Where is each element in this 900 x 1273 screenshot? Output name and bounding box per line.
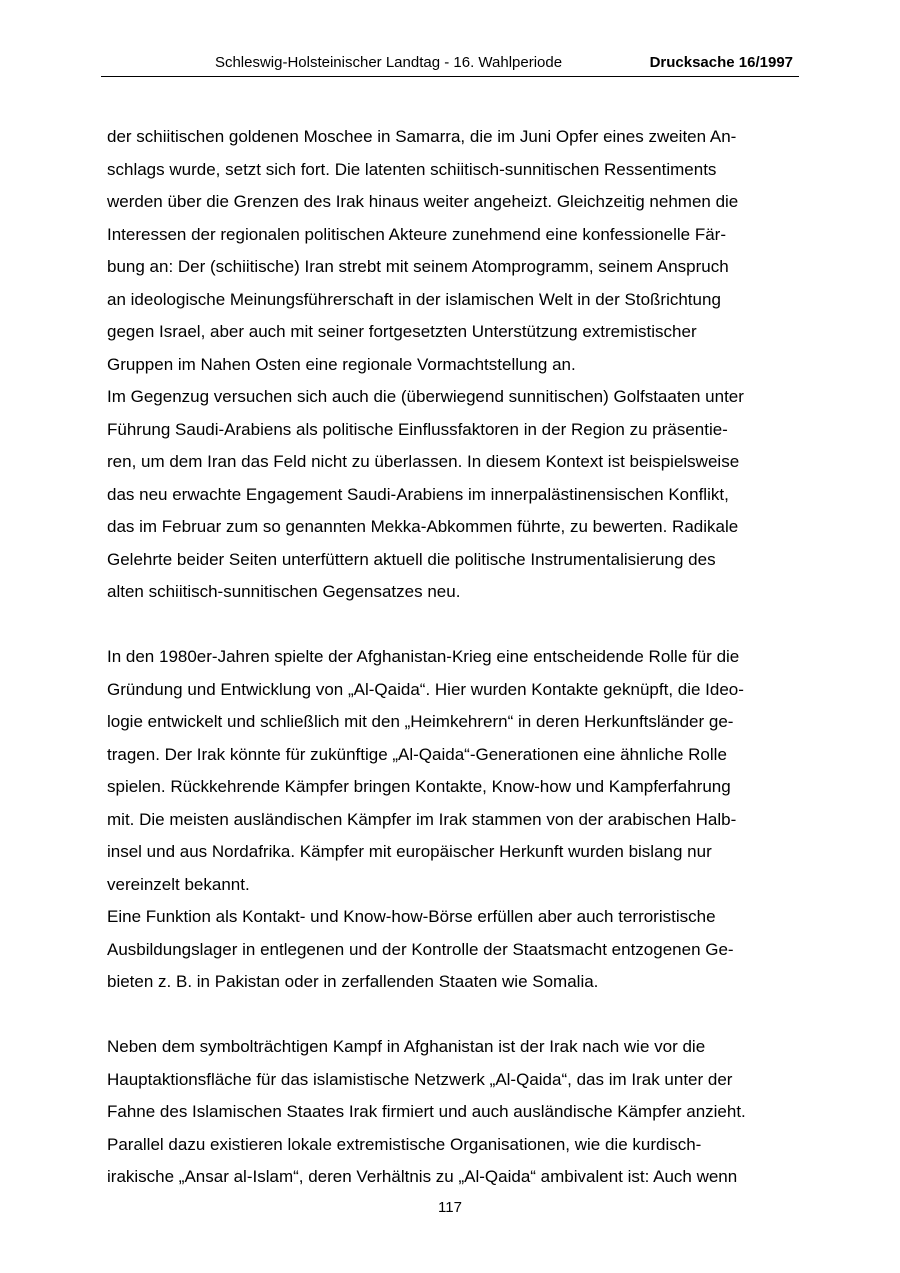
text-line: Gruppen im Nahen Osten eine regionale Vormachtstellung an. [107, 354, 576, 374]
paragraph [107, 641, 797, 901]
text-line: alten schiitisch-sunnitischen Gegensatzes neu. [107, 582, 461, 601]
text-line: mit. Die meisten ausländischen Kämpfer im Irak stammen von der arabischen Halb- [107, 809, 737, 829]
paragraph-spacer [107, 999, 797, 1032]
text-line: das neu erwachte Engagement Saudi-Arabiens im innerpalästinensischen Konflikt, [107, 484, 729, 504]
page-header [101, 52, 799, 74]
header-title: Schleswig-Holsteinischer Landtag - 16. Wahlperiode [214, 54, 563, 71]
paragraph [107, 121, 797, 381]
text-line: Hauptaktionsfläche für das islamistische Netzwerk „Al-Qaida“, das im Irak unter der [107, 1069, 733, 1089]
text-line: Im Gegenzug versuchen sich auch die (überwiegend sunnitischen) Golfstaaten unter [107, 387, 744, 406]
text-line: Führung Saudi-Arabiens als politische Einflussfaktoren in der Region zu präsentie- [107, 419, 728, 439]
text-line: an ideologische Meinungsführerschaft in der islamischen Welt in der Stoßrichtung [107, 289, 721, 309]
text-line: werden über die Grenzen des Irak hinaus weiter angeheizt. Gleichzeitig nehmen die [107, 192, 739, 211]
paragraph [107, 1031, 797, 1194]
paragraph-spacer [107, 609, 797, 642]
text-line: spielen. Rückkehrende Kämpfer bringen Kontakte, Know-how und Kampferfahrung [107, 777, 731, 796]
text-line: logie entwickelt und schließlich mit den „Heimkehrern“ in deren Herkunftsländer ge- [107, 712, 734, 731]
text-line: das im Februar zum so genannten Mekka-Abkommen führte, zu bewerten. Radikale [107, 517, 739, 536]
document-number: Drucksache 16/1997 [649, 54, 793, 71]
text-line: Fahne des Islamischen Staates Irak firmiert und auch ausländische Kämpfer anzieht. [107, 1102, 746, 1121]
text-line: schlags wurde, setzt sich fort. Die latenten schiitisch-sunnitischen Ressentiments [107, 159, 717, 179]
paragraph [107, 901, 797, 999]
text-line: bieten z. B. in Pakistan oder in zerfallenden Staaten wie Somalia. [107, 972, 599, 991]
page-number: 117 [438, 1199, 462, 1216]
text-line: vereinzelt bekannt. [107, 874, 250, 894]
text-line: Parallel dazu existieren lokale extremistische Organisationen, wie die kurdisch- [107, 1134, 702, 1154]
paragraph [107, 381, 797, 609]
text-line: Interessen der regionalen politischen Akteure zunehmend eine konfessionelle Fär- [107, 224, 726, 244]
text-line: ren, um dem Iran das Feld nicht zu überlassen. In diesem Kontext ist beispielsweise [107, 452, 740, 471]
text-line: insel und aus Nordafrika. Kämpfer mit europäischer Herkunft wurden bislang nur [107, 842, 712, 861]
text-line: Ausbildungslager in entlegenen und der Kontrolle der Staatsmacht entzogenen Ge- [107, 939, 734, 959]
text-line: bung an: Der (schiitische) Iran strebt mit seinem Atomprogramm, seinem Anspruch [107, 257, 729, 276]
text-line: Gelehrte beider Seiten unterfüttern aktuell die politische Instrumentalisierung des [107, 549, 716, 569]
header-divider [101, 76, 799, 77]
text-line: irakische „Ansar al-Islam“, deren Verhältnis zu „Al-Qaida“ ambivalent ist: Auch wenn [107, 1167, 738, 1186]
text-line: Eine Funktion als Kontakt- und Know-how-Börse erfüllen aber auch terroristische [107, 907, 716, 926]
text-line: tragen. Der Irak könnte für zukünftige „Al-Qaida“-Generationen eine ähnliche Rolle [107, 744, 727, 764]
text-line: Gründung und Entwicklung von „Al-Qaida“. Hier wurden Kontakte geknüpft, die Ideo- [107, 679, 744, 699]
body-text [107, 121, 797, 1194]
text-line: der schiitischen goldenen Moschee in Samarra, die im Juni Opfer eines zweiten An- [107, 127, 737, 146]
text-line: In den 1980er-Jahren spielte der Afghanistan-Krieg eine entscheidende Rolle für die [107, 647, 740, 666]
text-line: gegen Israel, aber auch mit seiner fortgesetzten Unterstützung extremistischer [107, 322, 697, 341]
text-line: Neben dem symbolträchtigen Kampf in Afghanistan ist der Irak nach wie vor die [107, 1037, 706, 1056]
